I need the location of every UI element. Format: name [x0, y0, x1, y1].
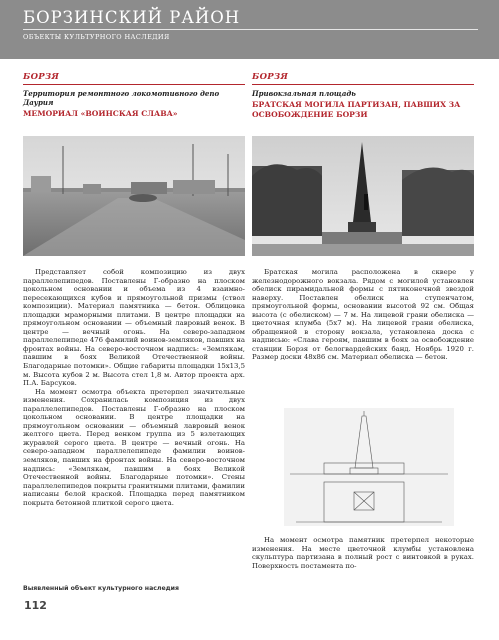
right-paragraph-2: На момент осмотра памятник претерпел некоторые изменения. На месте цветочной клумбы установлена скульптура партизана в полный рост с винтовкой в руках. Поверхность постамента по-: [252, 536, 474, 570]
right-monument-name: БРАТСКАЯ МОГИЛА ПАРТИЗАН, ПАВШИХ ЗА ОСВОБОЖДЕНИЕ БОРЗИ: [252, 100, 461, 119]
right-address: Привокзальная площадь: [252, 89, 356, 98]
right-paragraph-1: Братская могила расположена в сквере у железнодорожного вокзала. Рядом с могилой установлен обелиск пирамидальной формы с пятиконечной звездой наверху. Поставлен обелиск на ступенчатом, прямоугольной формы, основании высотой 92 см. Общая высота (с обелиском) — 7 м. На лицевой грани обелиска — цветочная клумба (5х7 м). На лицевой грани обелиска, обращенной в сторону вокзала, установлена доска с надписью: «Слава героям, павшим в боях за освобождение станции Борзя от белогвардейских банд. Ноябрь 1920 г. Размер доски 48х86 см. Материал обелиска — бетон.: [252, 268, 474, 362]
left-body-text: [23, 268, 245, 507]
obelisk-drawing: [284, 408, 454, 526]
right-location-divider: [252, 84, 474, 85]
page-subtitle: ОБЪЕКТЫ КУЛЬТУРНОГО НАСЛЕДИЯ: [23, 33, 170, 41]
right-body-text: [252, 268, 474, 362]
obelisk-photo: [252, 136, 474, 256]
right-entry-heading: [252, 72, 474, 119]
left-location: БОРЗЯ: [23, 72, 60, 82]
right-body-text-continued: [252, 536, 474, 570]
right-location: БОРЗЯ: [252, 72, 289, 82]
left-paragraph-1: Представляет собой композицию из двух параллелепипедов. Поставлены Г-образно на плоском цокольном основании и объема из 4 взаимно-пересекающихся кубов и прямоугольной призмы (ствол композиции). Материал памятника — бетон. Облицовка площадки мраморными плитами. В центре площадки на прямоугольном основании — объемный лавровый венок. В центре — вечный огонь. На северо-западном параллелепипеде 476 фамилий воинов-земляков, павших на фронтах войны. На северо-восточном надпись: «Землякам, павшим в боях Великой Отечественной войны. Благодарные потомки». Общие габариты площадки 15х13,5 м. Высота кубов 2 м. Высота стел 1,8 м. Автор проекта арх. П.А. Барсуков.: [23, 268, 245, 388]
footnote: Выявленный объект культурного наследия: [23, 585, 179, 592]
left-location-divider: [23, 84, 245, 85]
left-monument-name: МЕМОРИАЛ «ВОИНСКАЯ СЛАВА»: [23, 109, 178, 118]
left-address: Территория ремонтного локомотивного депо Даурия: [23, 89, 220, 107]
page-number: 112: [24, 599, 47, 612]
memorial-photo: [23, 136, 245, 256]
header-divider: [23, 29, 478, 30]
left-paragraph-2: На момент осмотра объекта претерпел значительные изменения. Сохранилась композиция из двух параллелепипедов. Поставлены Г-образно на плоском цокольном основании. В центре площадки на прямоугольном основании — объемный лавровый венок желтого цвета. Перед венком группа из 5 взлетающих журавлей серого цвета. В центре — вечный огонь. На северо-западном параллелепипеде фамилии воинов-земляков, павших на фронтах войны. На северо-восточном надпись: «Землякам, павшим в боях Великой Отечественной войны. Благодарные потомки». Стены параллелепипедов покрыты гранитными плитами, фамилии написаны белой краской. Площадка перед памятником покрыта бетонной плиткой серого цвета.: [23, 387, 245, 507]
left-entry-heading: [23, 72, 245, 119]
page-title: БОРЗИНСКИЙ РАЙОН: [23, 8, 241, 27]
